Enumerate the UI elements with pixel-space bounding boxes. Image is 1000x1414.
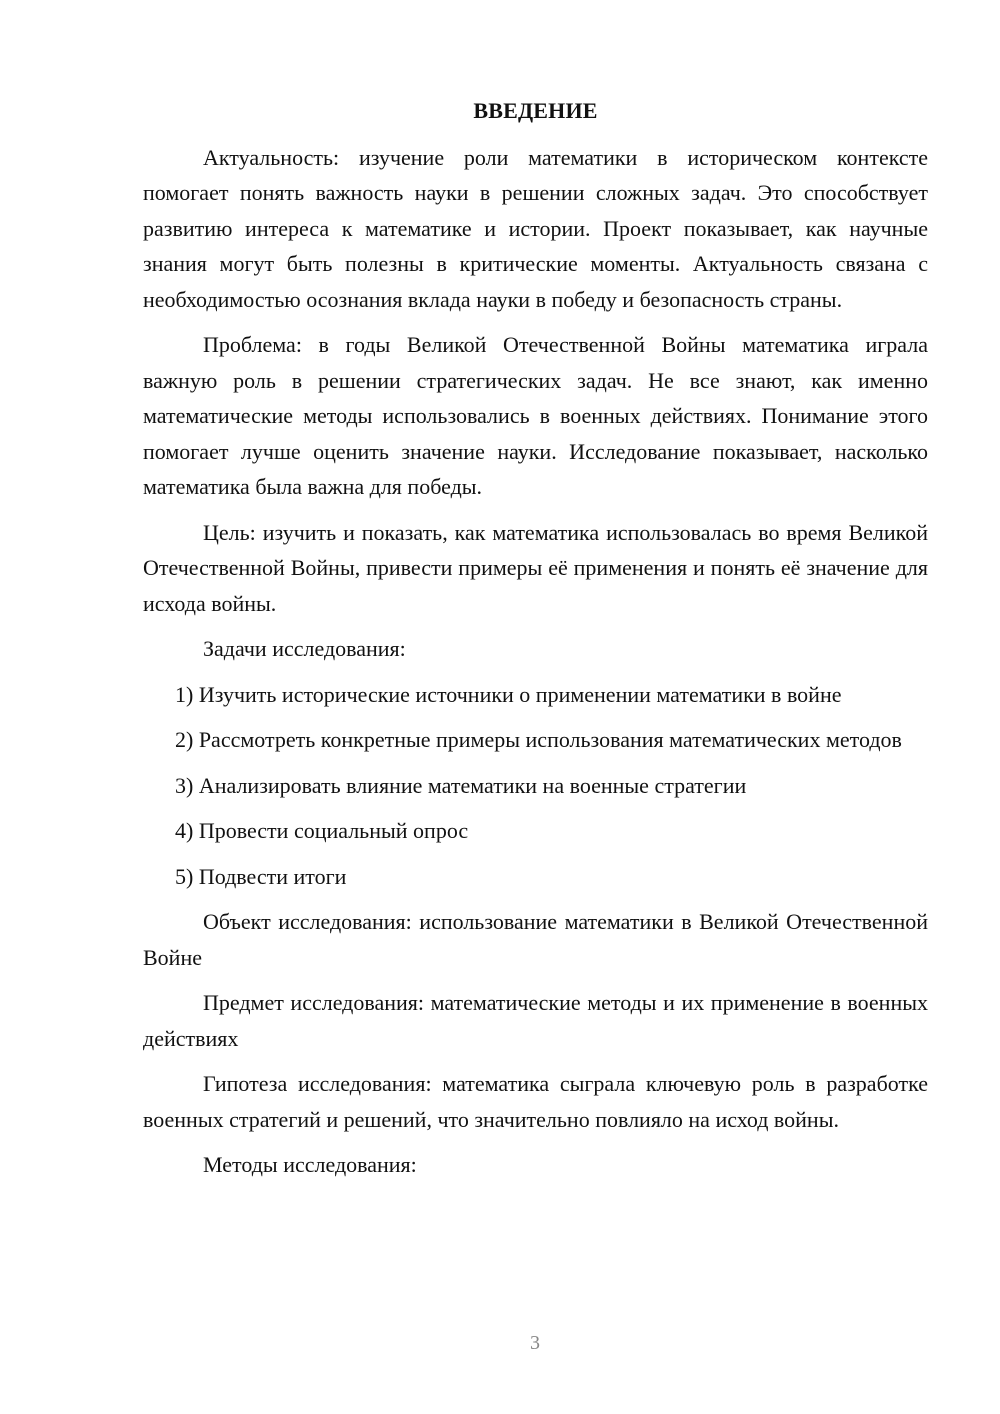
task-item-2: 2) Рассмотреть конкретные примеры использования математических методов bbox=[175, 727, 902, 752]
page-number: 3 bbox=[530, 1332, 540, 1354]
task-item-5: 5) Подвести итоги bbox=[175, 863, 347, 889]
task-item-4: 4) Провести социальный опрос bbox=[175, 818, 469, 843]
subject-paragraph: Предмет исследования: математические методы и их применение в военных действиях bbox=[143, 990, 928, 1051]
section-heading: ВВЕДЕНИЕ bbox=[473, 98, 598, 123]
methods-paragraph: Методы исследования: bbox=[203, 1152, 417, 1177]
page-content bbox=[143, 93, 928, 1193]
problem-paragraph: Проблема: в годы Великой Отечественной Войны математика играла важную роль в решении стратегических задач. Не все знают, как именно математические методы использовались в военных действиях. Понимание этого помогает лучше оценить значение науки. Исследование показывает, насколько математика была важна для победы. bbox=[143, 332, 928, 499]
tasks-intro: Задачи исследования: bbox=[203, 636, 406, 661]
object-paragraph: Объект исследования: использование математики в Великой Отечественной Войне bbox=[143, 909, 928, 970]
goal-paragraph: Цель: изучить и показать, как математика использовалась во время Великой Отечественной Войны, привести примеры её применения и понять её значение для исхода войны. bbox=[143, 519, 928, 616]
relevance-paragraph: Актуальность: изучение роли математики в историческом контексте помогает понять важность науки в решении сложных задач. Это способствует развитию интереса к математике и истории. Проект показывает, как научные знания могут быть полезны в критические моменты. Актуальность связана с необходимостью осознания вклада науки в победу и безопасность страны. bbox=[143, 144, 928, 312]
hypothesis-paragraph: Гипотеза исследования: математика сыграла ключевую роль в разработке военных стратегий и решений, что значительно повлияло на исход войны. bbox=[143, 1071, 928, 1132]
task-item-1: 1) Изучить исторические источники о применении математики в войне bbox=[175, 681, 842, 707]
task-item-3: 3) Анализировать влияние математики на военные стратегии bbox=[175, 772, 747, 798]
